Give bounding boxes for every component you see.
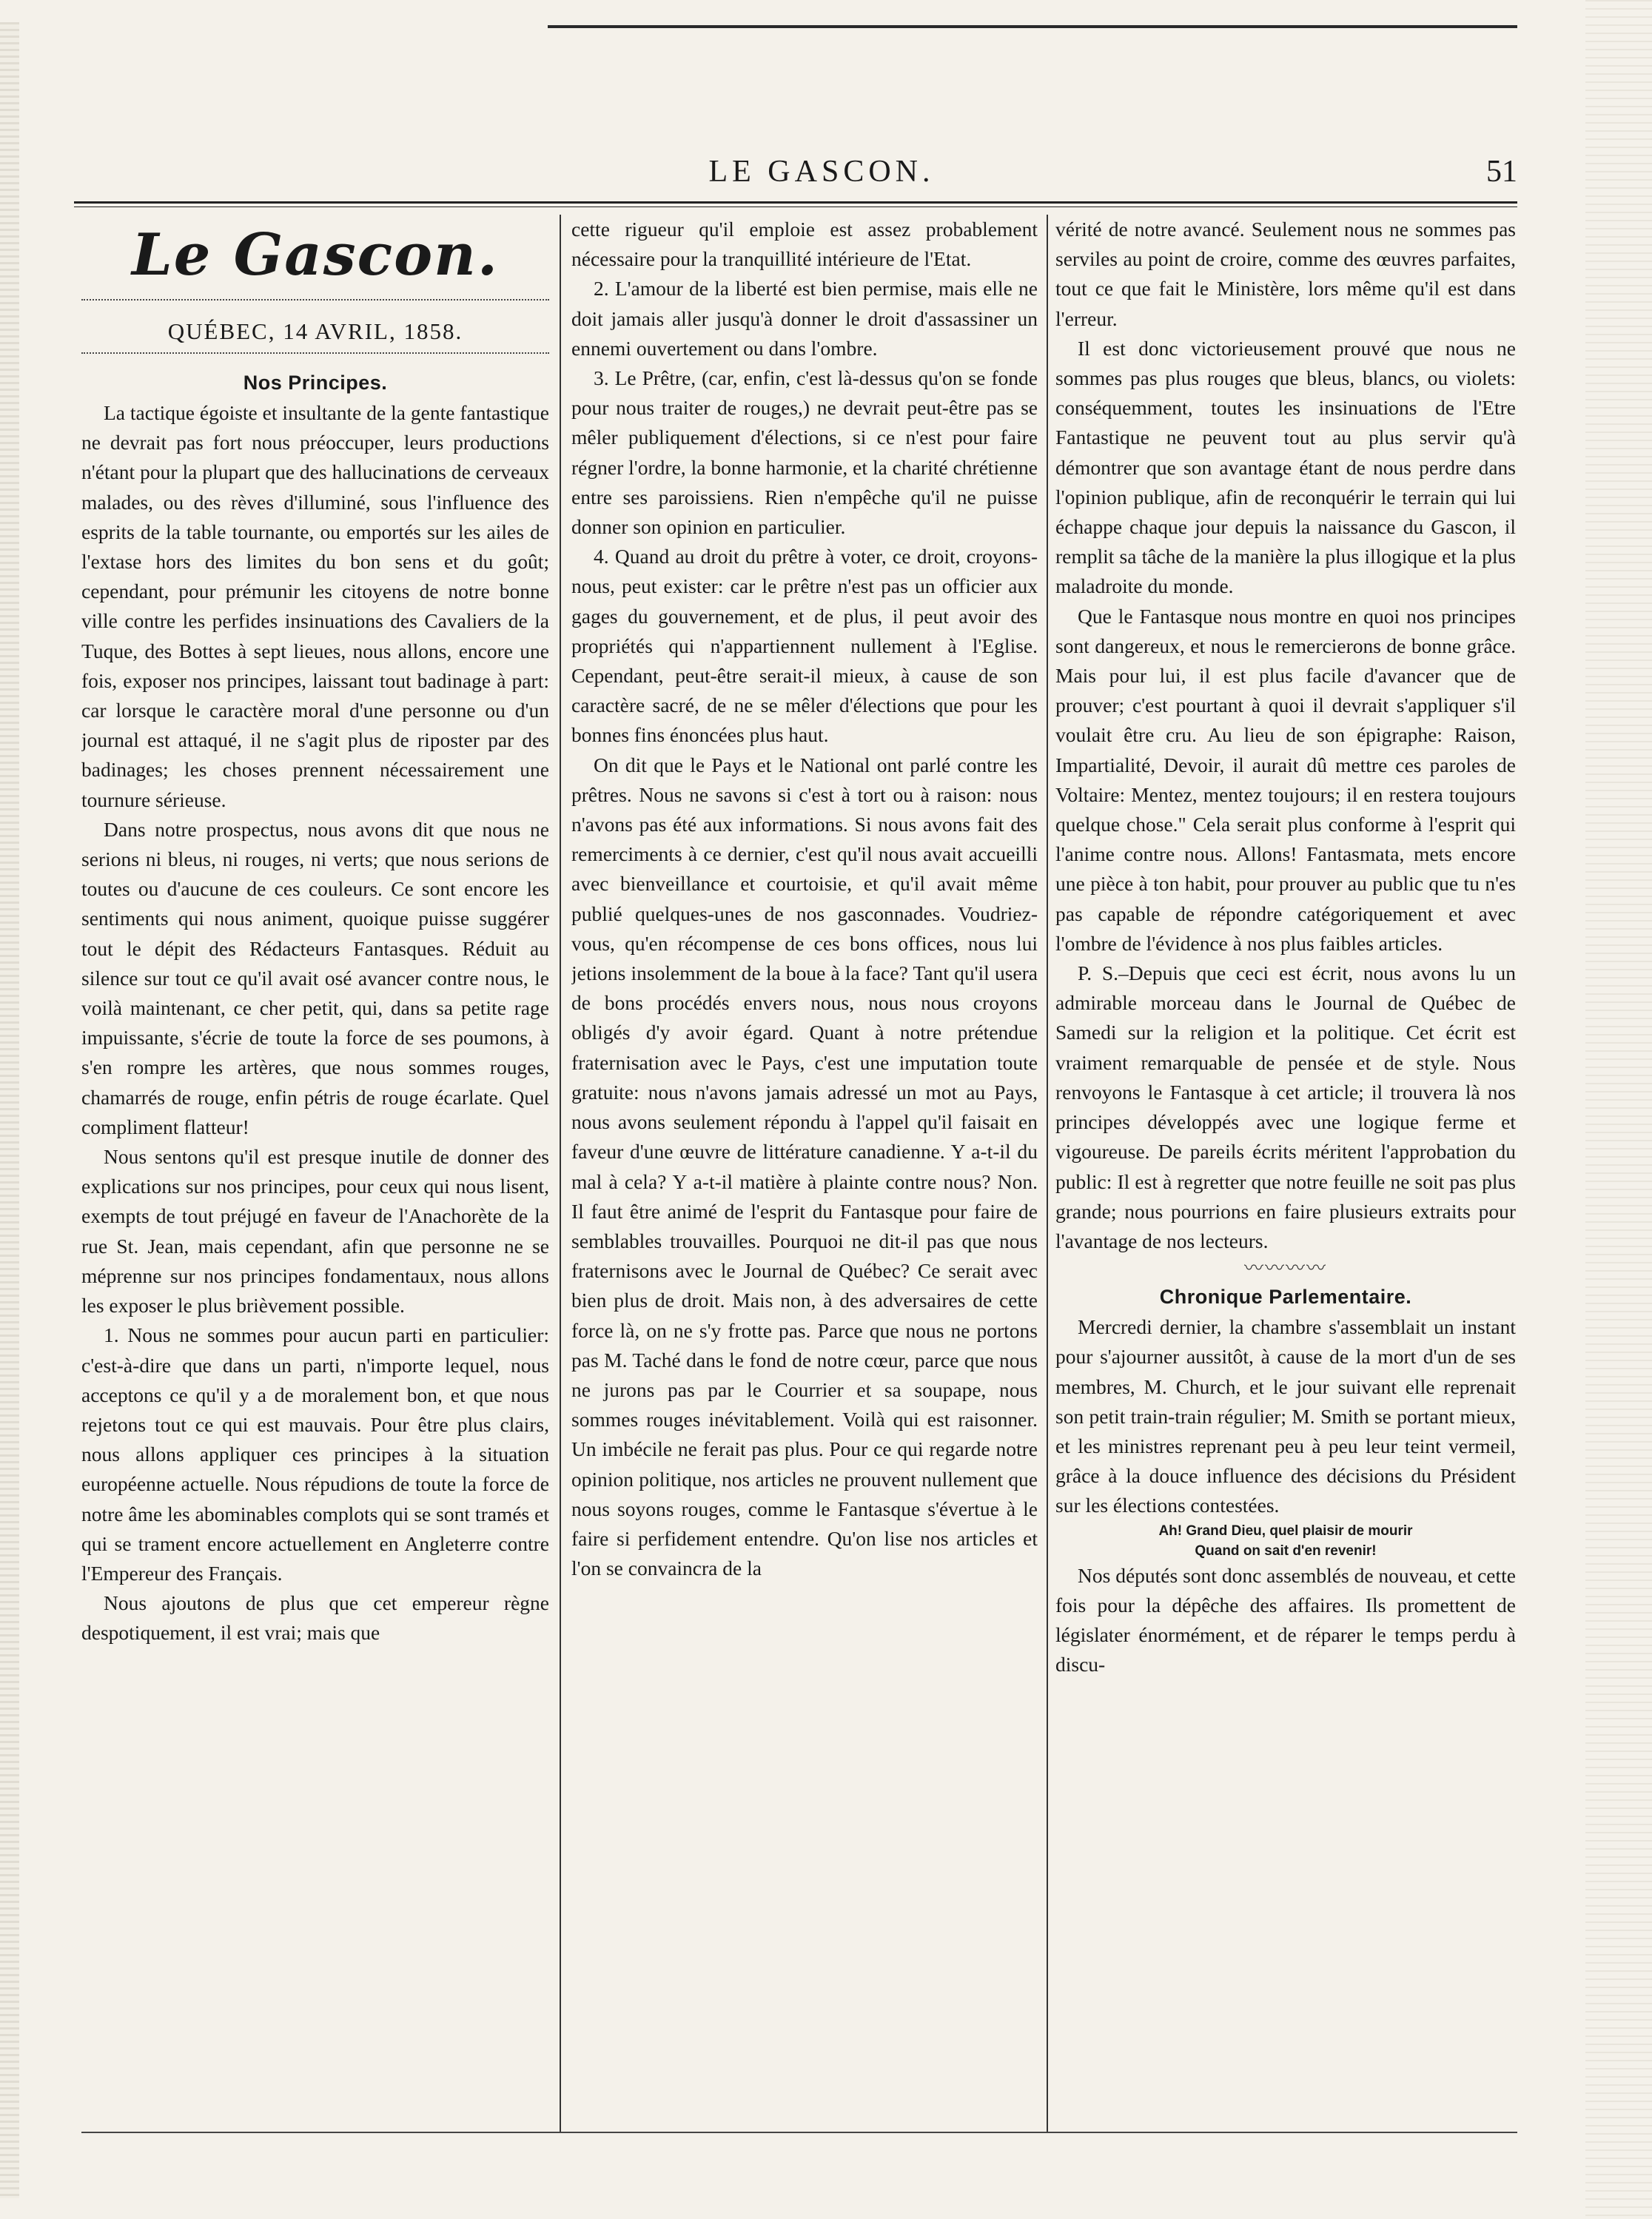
- ornament-divider: 〰〰〰〰: [1243, 1258, 1327, 1280]
- article-paragraph: Il est donc victorieusement prouvé que nous ne sommes pas plus rouges que bleus, blancs, ou violets: conséquemment, toutes les insinuations de l'Etre Fantastique ne peuvent tout au plus servir qu'à démontrer que son avantage étant de nous perdre dans l'opinion publique, afin de reconquérir le terrain qui lui échappe chaque jour depuis la naissance du Gascon, il remplit sa tâche de la manière la plus illogique et la plus maladroite du monde.: [1055, 336, 1516, 598]
- section-title: Chronique Parlementaire.: [1159, 1286, 1412, 1309]
- article-paragraph: On dit que le Pays et le National ont parlé contre les prêtres. Nous ne savons si c'est à tort ou à raison: nous n'avons pas été aux informations. Si nous avons fait des remerciments à ce dernier, c'est qu'il nous avait accueilli avec bienveillance et courtoisie, et qu'il avait même publié quelques-unes de nos gasconnades. Voudriez-vous, qu'en récompense de ces bons offices, nous lui jetions insolemment de la boue à la face? Tant qu'il usera de bons procédés envers nous, nous nous croyons obligés d'y avoir égard. Quant à notre prétendue fraternisation avec le Pays, c'est une imputation toute gratuite: nous n'avons jamais adressé un mot au Pays, nous avons seulement répondu à l'appel qu'il faisait en faveur d'une œuvre de littérature canadienne. Y a-t-il du mal à cela? Y a-t-il matière à plainte contre nous? Non. Il faut être animé de l'esprit du Fantasque pour faire de semblables trouvailles. Pourquoi ne dit-il pas que nous fraternisons avec le Journal de Québec? Ce serait avec bien plus de droit. Mais non, à des adversaires de cette force là, on ne s'y frotte pas. Parce que nous ne portons pas M. Taché dans le fond de notre cœur, parce que nous ne jurons pas par le Courrier et sa soupape, nous sommes rouges inévitablement. Voilà qui est raisonner. Un imbécile ne ferait pas plus. Pour ce qui regarde notre opinion politique, nos articles ne prouvent nullement que nous soyons rouges, comme le Fantasque s'évertue à le faire si perfidement entendre. Qu'on lise nos articles et l'on se convaincra de la: [571, 753, 1038, 1580]
- dateline: QUÉBEC, 14 AVRIL, 1858.: [167, 318, 463, 344]
- article-paragraph: Que le Fantasque nous montre en quoi nos principes sont dangereux, et nous le remercierons de bonne grâce. Mais pour lui, il est plus facile d'avancer que de prouver; c'est pourtant à quoi il devrait s'appliquer s'il voulait être cru. Au lieu de son épigraphe: Raison, Impartialité, Devoir, il aurait dû mettre ces paroles de Voltaire: Mentez, mentez toujours; il en restera toujours quelque chose." Cela serait plus conforme à l'esprit qui l'anime contre nous. Allons! Fantasmata, mets encore une pièce à ton habit, pour prouver au public que tu n'es pas capable de répondre catégoriquement et avec l'ombre de l'évidence à nos plus faibles articles.: [1055, 604, 1516, 955]
- decorative-rule: [81, 352, 549, 364]
- column-rule: [560, 215, 561, 2132]
- scan-edge-left: [0, 22, 19, 2198]
- article-paragraph: Nos députés sont donc assemblés de nouveau, et cette fois pour la dépêche des affaires. Ils promettent de législater énormément, et de réparer le temps perdu à discu-: [1055, 1563, 1516, 1676]
- article-paragraph: Nous ajoutons de plus que cet empereur règne despotiquement, il est vrai; mais que: [81, 1591, 549, 1645]
- masthead-title: Le Gascon.: [131, 221, 500, 289]
- article-paragraph: vérité de notre avancé. Seulement nous ne sommes pas serviles au point de croire, comme des œuvres parfaites, tout ce que fait le Ministère, lors même qu'il est dans l'erreur.: [1055, 218, 1516, 330]
- page-number: 51: [1486, 155, 1517, 189]
- decorative-rule: [81, 299, 549, 311]
- article-paragraph: Mercredi dernier, la chambre s'assemblait un instant pour s'ajourner aussitôt, à cause de la mort d'un de ses membres, M. Church, et le jour suivant elle reprenait son petit train-train régulier; M. Smith se portant mieux, et les ministres reprenant peu à peu leur teint vermeil, grâce à la douce influence des décisions du Président sur les élections contestées.: [1055, 1315, 1516, 1517]
- article-paragraph: P. S.–Depuis que ceci est écrit, nous avons lu un admirable morceau dans le Journal de Québec de Samedi sur la religion et la politique. Cet écrit est vraiment remarquable de pensée et de style. Nous renvoyons le Fantasque à cet article; il trouvera là nos principes développés avec une logique ferme et vigoureuse. De pareils écrits méritent l'approbation du public: Il est à regretter que notre feuille ne soit pas plus grande; nous pourrions en faire plusieurs extraits pour l'avantage de nos lecteurs.: [1055, 961, 1516, 1252]
- article-paragraph: Dans notre prospectus, nous avons dit que nous ne serions ni bleus, ni rouges, ni verts; que nous serions de toutes ou d'aucune de ces couleurs. Ce sont encore les sentiments qui nous animent, quoique puisse suggérer tout le dépit des Rédacteurs Fantasques. Réduit au silence sur tout ce qu'il avait osé avancer contre nous, le voilà maintenant, ce cher petit, qui, dans sa petite rage impuissante, s'écrie de toute la force de ses poumons, à s'en rompre les artères, que nous sommes rouges, chamarrés de rouge, enfin pétris de rouge écarlate. Quel compliment flatteur!: [81, 817, 549, 1138]
- top-rule: [548, 25, 1517, 28]
- column-2: [571, 215, 1038, 2132]
- section-title: Nos Principes.: [243, 372, 388, 394]
- column-1: [81, 215, 549, 2132]
- running-header: [74, 154, 1517, 194]
- column-3: [1055, 215, 1516, 2132]
- article-paragraph: 1. Nous ne sommes pour aucun parti en particulier: c'est-à-dire que dans un parti, n'importe lequel, nous acceptons ce qu'il y a de moralement bon, et que nous rejetons tout ce qui est mauvais. Pour être plus clairs, nous allons appliquer ces principes à la situation européenne actuelle. Nous répudions de toute la force de notre âme les abominables complots qui se sont tramés et qui se trament encore actuellement en Angleterre contre l'Empereur des Français.: [81, 1323, 549, 1585]
- bottom-rule: [81, 2132, 1517, 2133]
- article-paragraph: Nous sentons qu'il est presque inutile de donner des explications sur nos principes, pour ceux qui nous lisent, exempts de tout préjugé en faveur de l'Anachorète de la rue St. Jean, mais cependant, afin que personne ne se méprenne sur nos principes fondamentaux, nous allons les exposer le plus brièvement possible.: [81, 1145, 549, 1317]
- running-title: LE GASCON.: [708, 155, 935, 189]
- header-rule: [74, 201, 1517, 207]
- column-rule: [1047, 215, 1048, 2132]
- article-paragraph: cette rigueur qu'il emploie est assez probablement nécessaire pour la tranquillité intérieure de l'Etat.: [571, 218, 1038, 271]
- scan-edge-right: [1585, 0, 1652, 2219]
- article-paragraph: 4. Quand au droit du prêtre à voter, ce droit, croyons-nous, peut exister: car le prêtre n'est pas un officier aux gages du gouvernement, et de plus, il peut avoir des propriétés qui n'appartiennent nullement à l'Eglise. Cependant, peut-être serait-il mieux, à cause de son caractère sacré, de ne se mêler d'élections que pour les bonnes fins énoncées plus haut.: [571, 545, 1038, 747]
- article-paragraph: 2. L'amour de la liberté est bien permise, mais elle ne doit jamais aller jusqu'à donner le droit d'assassiner un ennemi ouvertement ou dans l'ombre.: [571, 277, 1038, 360]
- article-paragraph: La tactique égoiste et insultante de la gente fantastique ne devrait pas fort nous préoccuper, leurs productions n'étant pour la plupart que des hallucinations de cerveaux malades, ou des rèves d'illuminé, sous l'influence des esprits de la table tournante, ou emportés sur les ailes de l'extase hors des limites du bon sens et du goût; cependant, pour prémunir les citoyens de notre bonne ville contre les perfides insinuations des Cavaliers de la Tuque, des Bottes à sept lieues, nous allons, encore une fois, exposer nos principes, laissant tout badinage à part: car lorsque le caractère moral d'une personne ou d'un journal est attaqué, il ne s'agit plus de riposter par des badinages; les choses prennent nécessairement une tournure sérieuse.: [81, 401, 549, 811]
- epigraph-line: Ah! Grand Dieu, quel plaisir de mourir: [1158, 1523, 1413, 1539]
- epigraph-line: Quand on sait d'en revenir!: [1195, 1542, 1377, 1559]
- article-paragraph: 3. Le Prêtre, (car, enfin, c'est là-dessus qu'on se fonde pour nous traiter de rouges,) ne devrait peut-être pas se mêler publiquement d'élections, si ce n'est pour faire régner l'ordre, la bonne harmonie, et la charité chrétienne entre ses paroissiens. Rien n'empêche qu'il ne puisse donner son opinion en particulier.: [571, 366, 1038, 539]
